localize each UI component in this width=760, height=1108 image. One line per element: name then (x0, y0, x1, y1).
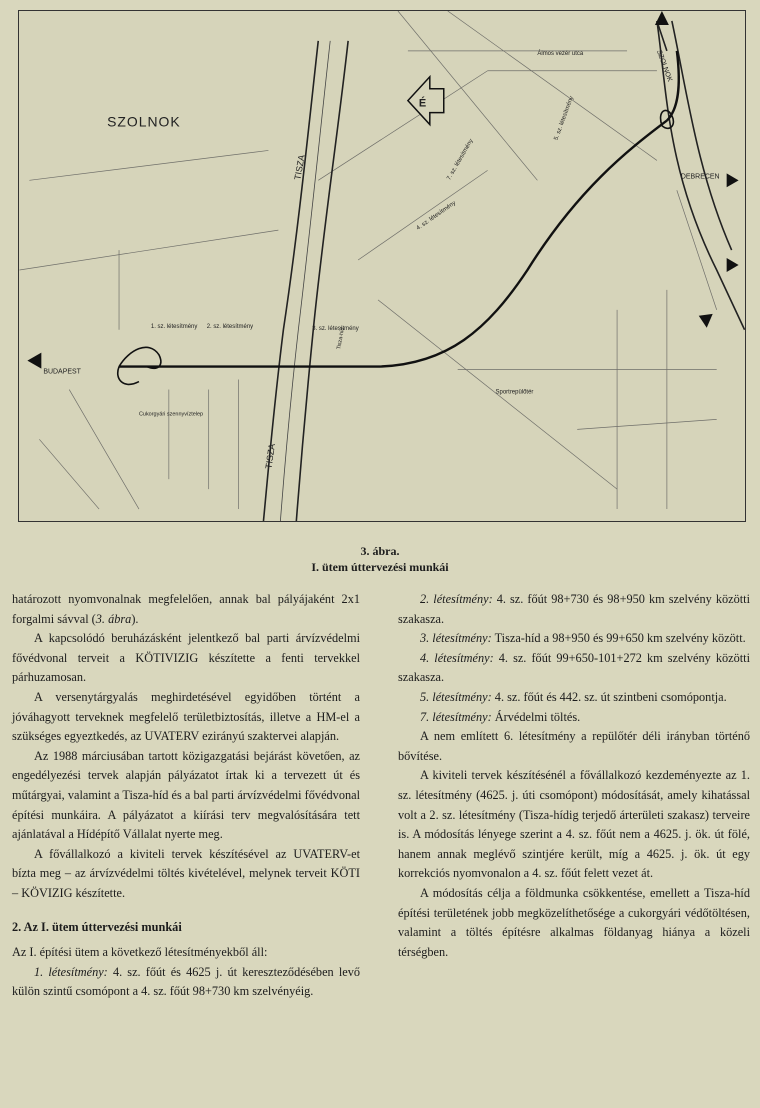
figure-ref: 3. ábra (95, 611, 132, 626)
map-item5: 5. sz. létesítmény (553, 95, 576, 142)
map-tiszahid: Tisza-híd (336, 327, 347, 351)
map-cukorgyar: Cukorgyári szennyvíztelep (138, 411, 204, 418)
item-3 (398, 629, 750, 649)
left-paragraph-1 (12, 590, 360, 629)
item-5-label: 5. létesítmény: (420, 689, 492, 704)
right-paragraph-2: A kiviteli tervek készítésénél a fővállalkozó kezdeményezte az 1. sz. létesítmény (4625. j. úti csomópont) módosítását, amely kihatással volt a 2. sz. létesítmény (Tisza-hídig terjedő árterületi szakasz) terveire is. A módosítás lényege szerint a 4. sz. főút nem a 4625. j. ök. út fölé, hanem annak meglévő szintjére került, míg a 4625. j. ök. út egy korrekciós nyomvonalon a 4. sz. főút felett vezet át. (398, 768, 750, 881)
svg-text:É: É (418, 97, 427, 110)
left-p1-text: határozott nyomvonalnak megfelelően, annak bal pályájaként 2x1 forgalmi sávval ( (12, 592, 360, 626)
map-river-label-north: TISZA (292, 153, 307, 181)
map-to-szolnok: SZOLNOK (655, 49, 674, 83)
right-column (398, 590, 750, 962)
map-river-label-south: TISZA (263, 442, 277, 470)
item-5-text: 4. sz. főút és 442. sz. út szintbeni csomópontja. (494, 689, 727, 704)
section-heading: 2. Az I. ütem úttervezési munkái (12, 919, 182, 934)
right-paragraph-3: A módosítás célja a földmunka csökkentése, emellett a Tisza-híd építési területének jobb megközelíthetősége a cukorgyári védőtöltésen, valamint a töltés építésre alkalmas földanyag hiánya a közeli térségben. (398, 885, 750, 959)
site-map (18, 10, 746, 522)
item-4 (398, 649, 750, 688)
left-paragraph-6: Az I. építési ütem a következő létesítményekből áll: (12, 945, 268, 960)
figure-title: I. ütem úttervezési munkái (311, 560, 449, 574)
item-1-text: 4. sz. főút és 4625 j. út kereszteződésében levő külön szintű csomópont a 4. sz. főút 98+730 km szelvényéig. (12, 964, 360, 999)
left-paragraph-5: A fővállalkozó a kiviteli tervek készítésével az UVATERV-et bízta meg – az árvízvédelmi töltés kivételével, melynek terveit KÖTI – KÖVIZIG készítette. (12, 846, 360, 900)
map-sportrepuloter: Sportrepülőtér (495, 389, 534, 396)
item-7-text: Árvédelmi töltés. (494, 709, 581, 724)
item-2-label: 2. létesítmény: (420, 592, 493, 606)
map-city-label: SZOLNOK (107, 113, 181, 130)
right-paragraph-1: A nem említett 6. létesítmény a repülőtér déli irányban történő bővítése. (398, 729, 750, 763)
item-3-text: Tisza-híd a 98+950 és 99+650 km szelvény között. (494, 631, 746, 646)
map-item3: 3. sz. létesítmény (312, 325, 359, 332)
map-drawing (19, 11, 745, 521)
item-7-label: 7. létesítmény: (420, 709, 492, 724)
left-paragraph-3: A versenytárgyalás meghirdetésével egyidőben történt a jóváhagyott terveknek megfelelő területbiztosítás, illetve a HM-el a szükséges egyeztkedés, az UVATERV ezirányú szaktervei alapján. (12, 689, 360, 744)
item-3-label: 3. létesítmény: (420, 631, 492, 646)
left-paragraph-2: A kapcsolódó beruházásként jelentkező bal parti árvízvédelmi fővédvonal terveit a KÖTIVIZIG készítette a fenti tervekkel párhuzamosan. (12, 631, 360, 685)
map-almos: Álmos vezér utca (537, 50, 584, 57)
left-paragraph-4: Az 1988 márciusában tartott közigazgatási bejárást követően, az engedélyezési tervek alapján pályázatot írtak ki a tervezett út és műtárgyai, valamint a Tisza-híd és a bal parti árvízvédelmi fővédvonal építési munkáira. A pályázatot a kiírási terv megvalósítására tett ajánlatával a Hídépítő Vállalat nyerte meg. (12, 748, 360, 842)
figure-number: 3. ábra. (360, 544, 400, 558)
left-p1-end: ). (131, 611, 139, 626)
item-7 (398, 708, 750, 728)
map-to-debrecen: DEBRECEN (680, 173, 720, 181)
item-1-label: 1. létesítmény: (34, 964, 108, 979)
item-5 (398, 688, 750, 708)
left-column (12, 590, 360, 1002)
item-4-text: 4. sz. főút 99+650-101+272 km szelvény közötti szakasza. (398, 650, 751, 685)
item-4-label: 4. létesítmény: (420, 650, 494, 665)
map-item4: 4. sz. létesítmény (415, 200, 458, 232)
item-2 (398, 590, 750, 629)
item-2-text: 4. sz. főút 98+730 és 98+950 km szelvény közötti szakasza. (398, 592, 750, 626)
map-to-budapest: BUDAPEST (43, 368, 81, 376)
item-1 (12, 963, 360, 1002)
map-item1: 1. sz. létesítmény (150, 323, 198, 330)
map-item7: 7. sz. létesítmény (446, 138, 475, 182)
map-item2: 2. sz. létesítmény (206, 323, 254, 330)
